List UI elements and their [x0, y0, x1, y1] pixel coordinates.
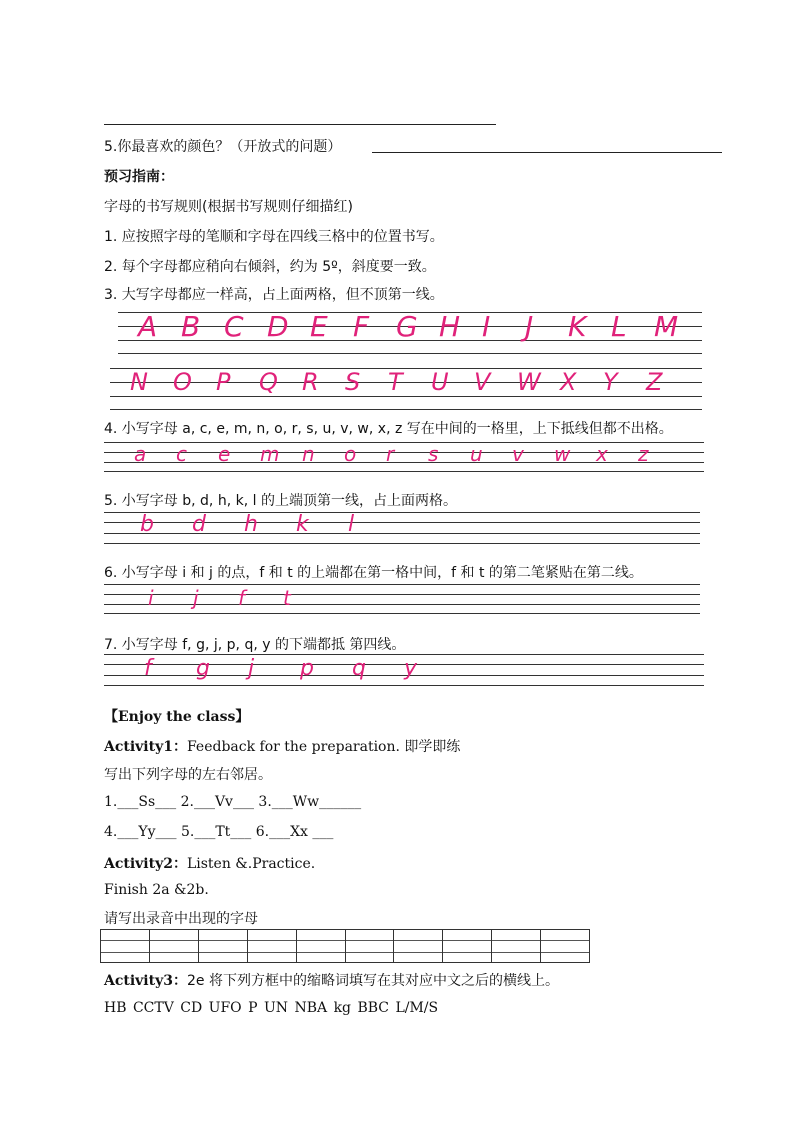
lowercase-letters-descenders	[104, 654, 704, 686]
traced-letter: V	[474, 368, 491, 396]
activity-1-row-1[interactable]: 1.___Ss___ 2.___Vv___ 3.___Ww______	[104, 794, 362, 810]
staff-lowercase-tall	[104, 512, 700, 544]
activity-1	[104, 736, 460, 756]
activity-1-instruction: 写出下列字母的左右邻居。	[104, 767, 272, 783]
traced-letter: r	[386, 442, 395, 466]
uppercase-letters-2	[110, 368, 702, 410]
letter-writing-grid[interactable]	[100, 929, 590, 963]
activity-2-instruction: 请写出录音中出现的字母	[104, 911, 258, 927]
traced-letter: a	[134, 442, 147, 466]
activity-2-text: Listen &.Practice.	[186, 856, 316, 872]
traced-letter: O	[173, 368, 192, 396]
rule-2: 2. 每个字母都应稍向右倾斜，约为 5º，斜度要一致。	[104, 259, 436, 275]
abbreviation-list: HB CCTV CD UFO P UN NBA kg BBC L/M/S	[104, 1000, 439, 1016]
staff-uppercase-1	[118, 312, 702, 354]
question-5-text: 5.你最喜欢的颜色？（开放式的问题）	[104, 139, 342, 155]
activity-1-text: Feedback for the preparation. 即学即练	[186, 739, 461, 755]
traced-letter: J	[525, 310, 534, 343]
traced-letter: Z	[646, 368, 663, 396]
grid-cell[interactable]	[541, 930, 589, 962]
rule-1: 1. 应按照字母的笔顺和字母在四线三格中的位置书写。	[104, 229, 444, 245]
answer-line-q5[interactable]	[372, 152, 722, 153]
traced-letter: K	[568, 310, 587, 343]
traced-letter: A	[138, 310, 158, 343]
grid-cell[interactable]	[101, 930, 150, 962]
traced-letter: q	[352, 656, 366, 681]
rule-7: 7. 小写字母 f, g, j, p, q, y 的下端都抵 第四线。	[104, 637, 406, 653]
traced-letter: v	[512, 442, 524, 466]
activity-1-label: Activity1：	[104, 739, 187, 755]
rule-5: 5. 小写字母 b, d, h, k, l 的上端顶第一线，占上面两格。	[104, 493, 457, 509]
traced-letter: X	[560, 368, 577, 396]
grid-cell[interactable]	[297, 930, 346, 962]
traced-letter: G	[396, 310, 418, 343]
traced-letter: g	[196, 656, 210, 681]
activity-2-label: Activity2：	[104, 856, 187, 872]
traced-letter: d	[192, 512, 206, 537]
staff-lowercase-descenders	[104, 654, 704, 686]
traced-letter: w	[554, 442, 571, 466]
grid-cell[interactable]	[150, 930, 199, 962]
traced-letter: k	[296, 512, 309, 537]
traced-letter: c	[176, 442, 187, 466]
traced-letter: M	[654, 310, 679, 343]
activity-3	[104, 970, 559, 990]
traced-letter: p	[300, 656, 314, 681]
staff-uppercase-2	[110, 368, 702, 410]
traced-letter: t	[283, 586, 291, 610]
traced-letter: m	[260, 442, 280, 466]
traced-letter: L	[611, 310, 627, 343]
traced-letter: H	[439, 310, 461, 343]
grid-cell[interactable]	[248, 930, 297, 962]
lowercase-letters-tall	[104, 512, 700, 544]
traced-letter: U	[431, 368, 449, 396]
traced-letter: u	[470, 442, 483, 466]
guide-title: 预习指南：	[104, 169, 174, 185]
grid-cell[interactable]	[443, 930, 492, 962]
activity-1-row-2[interactable]: 4.___Yy___ 5.___Tt___ 6.___Xx ___	[104, 824, 334, 840]
enjoy-heading: 【Enjoy the class】	[104, 709, 250, 725]
traced-letter: T	[388, 368, 403, 396]
traced-letter: Q	[259, 368, 278, 396]
lowercase-letters-middle	[104, 442, 704, 472]
traced-letter: Y	[603, 368, 618, 396]
traced-letter: i	[148, 586, 154, 610]
traced-letter: j	[248, 656, 255, 681]
activity-2	[104, 853, 315, 873]
traced-letter: s	[428, 442, 439, 466]
traced-letter: x	[596, 442, 608, 466]
traced-letter: f	[144, 656, 152, 681]
traced-letter: l	[348, 512, 355, 537]
grid-cell[interactable]	[346, 930, 395, 962]
activity-2-finish: Finish 2a &2b.	[104, 882, 209, 898]
traced-letter: o	[344, 442, 357, 466]
traced-letter: W	[517, 368, 541, 396]
traced-letter: E	[310, 310, 328, 343]
staff-lowercase-middle	[104, 442, 704, 472]
traced-letter: n	[302, 442, 315, 466]
guide-subtitle: 字母的书写规则(根据书写规则仔细描红)	[104, 199, 353, 215]
answer-line-top	[104, 124, 496, 125]
grid-cell[interactable]	[492, 930, 541, 962]
traced-letter: C	[224, 310, 244, 343]
traced-letter: b	[140, 512, 154, 537]
traced-letter: j	[193, 586, 199, 610]
traced-letter: I	[482, 310, 491, 343]
traced-letter: B	[181, 310, 201, 343]
traced-letter: N	[130, 368, 148, 396]
traced-letter: D	[267, 310, 289, 343]
traced-letter: e	[218, 442, 231, 466]
traced-letter: R	[302, 368, 319, 396]
activity-3-label: Activity3：	[104, 973, 187, 989]
grid-cell[interactable]	[199, 930, 248, 962]
traced-letter: F	[353, 310, 370, 343]
grid-cell[interactable]	[394, 930, 443, 962]
rule-4: 4. 小写字母 a, c, e, m, n, o, r, s, u, v, w, x, z 写在中间的一格里，上下抵线但都不出格。	[104, 421, 673, 437]
lowercase-letters-dots	[104, 584, 700, 614]
rule-6: 6. 小写字母 i 和 j 的点，f 和 t 的上端都在第一格中间，f 和 t 的第二笔紧贴在第二线。	[104, 565, 643, 581]
uppercase-letters-1	[118, 312, 702, 354]
traced-letter: S	[345, 368, 361, 396]
traced-letter: y	[404, 656, 418, 681]
activity-3-text: 2e 将下列方框中的缩略词填写在其对应中文之后的横线上。	[186, 973, 559, 989]
traced-letter: f	[238, 586, 246, 610]
traced-letter: P	[216, 368, 231, 396]
question-5	[104, 136, 341, 156]
traced-letter: h	[244, 512, 258, 537]
staff-lowercase-dots	[104, 584, 700, 614]
rule-3: 3. 大写字母都应一样高，占上面两格，但不顶第一线。	[104, 287, 444, 303]
traced-letter: z	[638, 442, 649, 466]
